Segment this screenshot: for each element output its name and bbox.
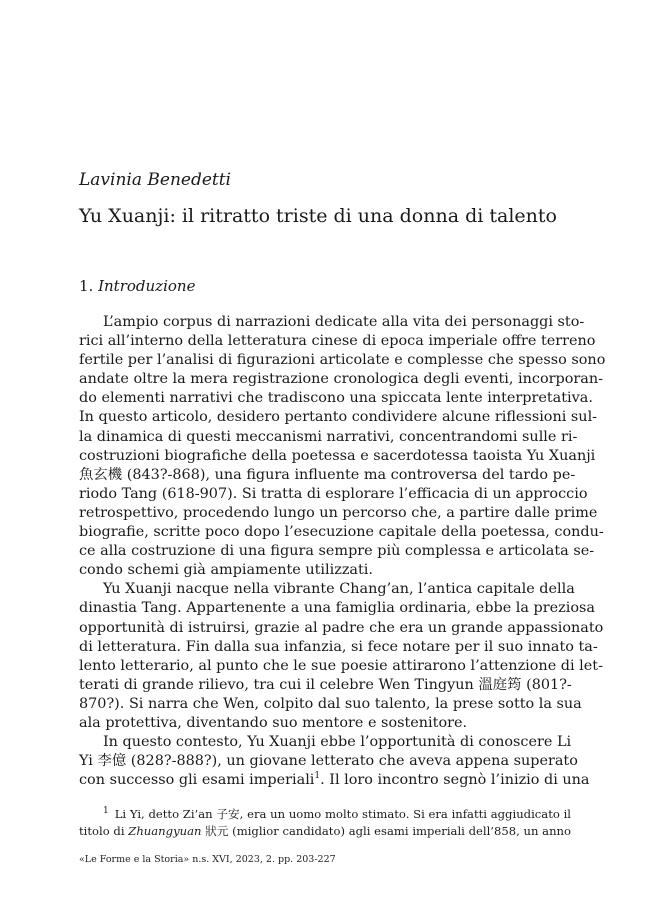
text-line: In questo articolo, desidero pertanto condividere alcune riflessioni sul- [79,409,598,426]
section-name: Introduzione [98,277,196,295]
journal-citation: «Le Forme e la Storia» n.s. XVI, 2023, 2. pp. 203-227 [79,854,336,865]
text-line: opportunità di istruirsi, grazie al padre che era un grande appassionato [79,619,604,636]
text-line: lento letterario, al punto che le sue poesie attirarono l’attenzione di let- [79,657,603,674]
text-line: biografie, scritte poco dopo l’esecuzione capitale della poetessa, condu- [79,524,604,541]
author-name: Lavinia Benedetti [79,170,231,190]
text-line: terati di grande rilievo, tra cui il celebre Wen Tingyun 溫庭筠 (801?- [79,676,572,693]
text-segment: con successo gli esami imperiali [79,772,315,789]
text-line: Yu Xuanji nacque nella vibrante Chang’an, l’antica capitale della [103,581,575,598]
footnote-text: titolo di [79,823,129,838]
text-line: riodo Tang (618-907). Si tratta di esplorare l’efficacia di un approccio [79,485,588,502]
text-line [79,771,590,790]
text-line: condo schemi già ampiamente utilizzati. [79,562,373,579]
text-line: ala protettiva, diventando suo mentore e sostenitore. [79,714,468,731]
text-line: retrospettivo, procedendo lungo un percorso che, a partire dalle prime [79,504,598,521]
footnote-line [79,806,571,823]
footnote-italic-term: Zhuangyuan [128,823,202,838]
section-number: 1. [79,277,94,295]
text-line: andate oltre la mera registrazione cronologica degli eventi, incorporan- [79,371,603,388]
footnote-reference: 1 [314,771,321,782]
footnote-line [79,823,571,840]
text-line: do elementi narrativi che tradiscono una spiccata lente interpretativa. [79,390,593,407]
text-line: fertile per l’analisi di figurazioni articolate e complesse che spesso sono [79,352,606,369]
text-line: dinastia Tang. Appartenente a una famiglia ordinaria, ebbe la preziosa [79,600,595,617]
text-line: ce alla costruzione di una figura sempre più complessa e articolata se- [79,543,595,560]
footnote-text: 狀元 (miglior candidato) agli esami imperiali dell’858, un anno [201,823,571,838]
text-line: L’ampio corpus di narrazioni dedicate alla vita dei personaggi sto- [103,314,585,330]
text-line: Yi 李億 (828?-888?), un giovane letterato che aveva appena superato [79,753,578,770]
footnote-number: 1 [103,806,109,817]
text-line: rici all’interno della letteratura cinese di epoca imperiale offre terreno [79,333,596,350]
text-segment: . Il loro incontro segnò l’inizio di una [320,772,590,789]
text-line: In questo contesto, Yu Xuanji ebbe l’opportunità di conoscere Li [103,734,572,751]
text-line: di letteratura. Fin dalla sua infanzia, si fece notare per il suo innato ta- [79,638,598,655]
body-text [79,313,606,790]
article-title: Yu Xuanji: il ritratto triste di una donna di talento [79,205,557,227]
section-heading [79,277,195,295]
text-line: 870?). Si narra che Wen, colpito dal suo talento, la prese sotto la sua [79,695,582,712]
text-line: 魚玄機 (843?-868), una figura influente ma controversa del tardo pe- [79,466,576,483]
footnote-text: Li Yi, detto Zi’an 子安, era un uomo molto stimato. Si era infatti aggiudicato il [114,807,571,821]
text-line: la dinamica di questi meccanismi narrativi, concentrandomi sulle ri- [79,428,578,445]
footnotes [79,806,571,839]
text-line: costruzioni biografiche della poetessa e sacerdotessa taoista Yu Xuanji [79,447,596,464]
